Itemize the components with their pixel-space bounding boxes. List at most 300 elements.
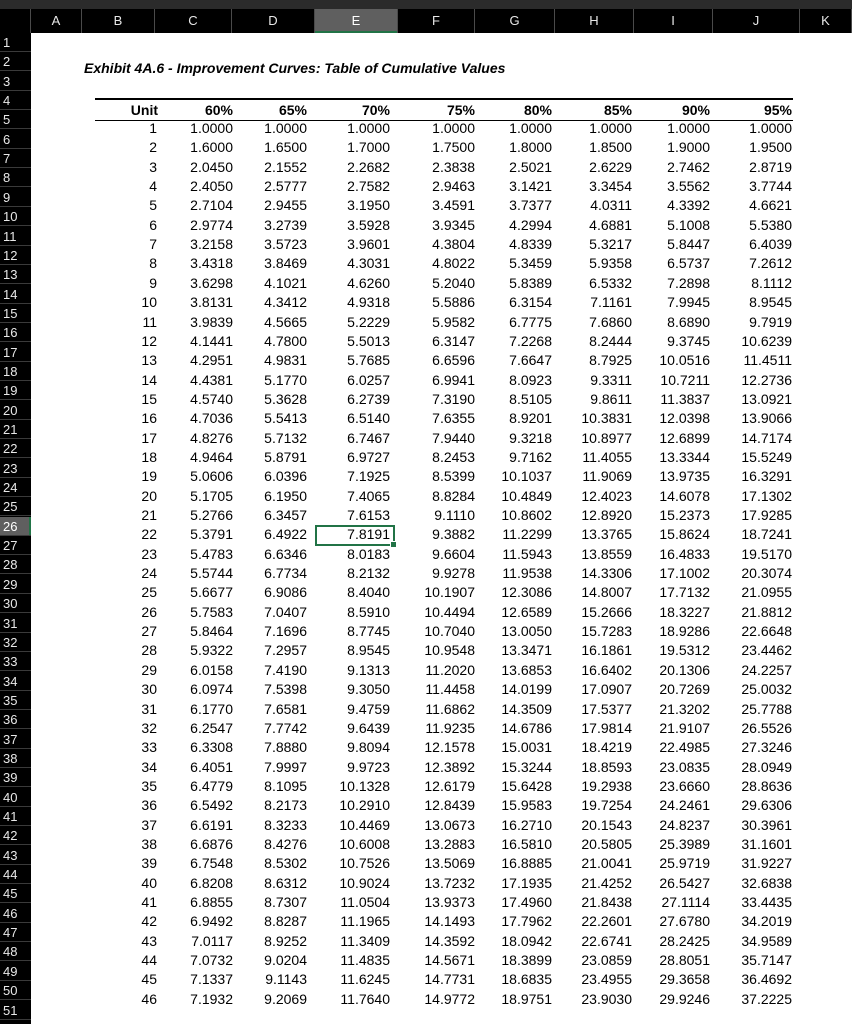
column-header-g[interactable]: G <box>475 9 555 33</box>
row-header-21[interactable]: 21 <box>0 420 31 439</box>
row-header-37[interactable]: 37 <box>0 730 31 749</box>
value-cell[interactable]: 16.4833 <box>659 545 710 562</box>
value-cell[interactable]: 10.1907 <box>424 584 475 601</box>
value-cell[interactable]: 1.0000 <box>509 120 552 136</box>
value-cell[interactable]: 24.8237 <box>659 816 710 833</box>
value-cell[interactable]: 4.8022 <box>432 255 475 272</box>
value-cell[interactable]: 7.6355 <box>432 410 475 427</box>
value-cell[interactable]: 9.1143 <box>265 971 307 988</box>
value-cell[interactable]: 22.4985 <box>659 739 710 756</box>
value-cell[interactable]: 21.3202 <box>659 700 710 717</box>
unit-cell[interactable]: 27 <box>141 623 157 640</box>
value-cell[interactable]: 29.9246 <box>659 990 710 1007</box>
value-cell[interactable]: 8.2132 <box>347 565 390 582</box>
value-cell[interactable]: 2.9455 <box>264 197 307 214</box>
row-header-48[interactable]: 48 <box>0 942 31 961</box>
value-cell[interactable]: 5.8447 <box>667 236 710 253</box>
unit-cell[interactable]: 24 <box>141 565 157 582</box>
unit-cell[interactable]: 13 <box>141 352 157 369</box>
value-cell[interactable]: 8.9252 <box>264 932 307 949</box>
value-cell[interactable]: 3.1421 <box>509 178 552 195</box>
value-cell[interactable]: 1.7500 <box>432 139 475 156</box>
value-cell[interactable]: 6.9727 <box>347 448 390 465</box>
value-cell[interactable]: 20.5805 <box>581 835 632 852</box>
value-cell[interactable]: 7.4065 <box>347 487 390 504</box>
row-header-5[interactable]: 5 <box>0 110 31 129</box>
unit-cell[interactable]: 23 <box>141 545 157 562</box>
value-cell[interactable]: 6.3457 <box>264 507 307 523</box>
value-cell[interactable]: 6.5737 <box>667 255 710 272</box>
value-cell[interactable]: 12.4023 <box>581 487 632 504</box>
value-cell[interactable]: 2.7462 <box>667 158 710 175</box>
column-header-a[interactable]: A <box>31 9 82 33</box>
column-header-d[interactable]: D <box>232 9 315 33</box>
value-cell[interactable]: 25.3989 <box>659 835 710 852</box>
value-cell[interactable]: 9.3218 <box>509 429 552 446</box>
value-cell[interactable]: 1.8500 <box>589 139 632 156</box>
value-cell[interactable]: 5.6677 <box>190 584 233 601</box>
value-cell[interactable]: 6.2739 <box>347 390 390 407</box>
value-cell[interactable]: 5.2040 <box>432 274 475 291</box>
value-cell[interactable]: 2.6229 <box>589 158 632 175</box>
value-cell[interactable]: 13.5069 <box>424 855 475 872</box>
row-header-51[interactable]: 51 <box>0 1001 31 1020</box>
value-cell[interactable]: 14.8007 <box>581 584 632 601</box>
unit-cell[interactable]: 42 <box>141 913 157 930</box>
value-cell[interactable]: 6.8855 <box>190 894 233 910</box>
value-cell[interactable]: 4.3412 <box>264 294 307 311</box>
value-cell[interactable]: 2.9774 <box>190 216 233 233</box>
value-cell[interactable]: 14.5671 <box>424 952 475 969</box>
value-cell[interactable]: 18.3899 <box>501 952 552 969</box>
value-cell[interactable]: 3.3454 <box>589 178 632 195</box>
value-cell[interactable]: 12.6589 <box>501 603 552 620</box>
value-cell[interactable]: 8.2173 <box>264 797 307 814</box>
value-cell[interactable]: 26.5427 <box>659 874 710 891</box>
value-cell[interactable]: 9.3745 <box>667 332 710 349</box>
value-cell[interactable]: 9.3882 <box>432 526 475 543</box>
value-cell[interactable]: 11.7640 <box>340 990 390 1007</box>
value-cell[interactable]: 35.7147 <box>741 952 792 969</box>
value-cell[interactable]: 16.5810 <box>501 835 552 852</box>
value-cell[interactable]: 3.4591 <box>432 197 475 214</box>
row-header-12[interactable]: 12 <box>0 246 31 265</box>
value-cell[interactable]: 16.2710 <box>501 816 552 833</box>
value-cell[interactable]: 8.2444 <box>589 332 632 349</box>
value-cell[interactable]: 10.7526 <box>339 855 390 872</box>
value-cell[interactable]: 5.1008 <box>667 216 710 233</box>
value-cell[interactable]: 8.9545 <box>347 642 390 659</box>
unit-cell[interactable]: 5 <box>149 197 157 214</box>
value-cell[interactable]: 10.6008 <box>339 835 390 852</box>
unit-cell[interactable]: 40 <box>141 874 157 891</box>
row-header-45[interactable]: 45 <box>0 884 31 903</box>
value-cell[interactable]: 25.9719 <box>659 855 710 872</box>
unit-cell[interactable]: 16 <box>141 410 157 427</box>
unit-cell[interactable]: 14 <box>141 371 157 388</box>
row-header-33[interactable]: 33 <box>0 652 31 671</box>
value-cell[interactable]: 8.7307 <box>264 894 307 910</box>
value-cell[interactable]: 27.1114 <box>661 894 710 910</box>
value-cell[interactable]: 1.0000 <box>749 120 792 136</box>
value-cell[interactable]: 3.5723 <box>264 236 307 253</box>
value-cell[interactable]: 22.6741 <box>581 932 632 949</box>
value-cell[interactable]: 6.4051 <box>190 758 233 775</box>
value-cell[interactable]: 11.4835 <box>340 952 390 969</box>
value-cell[interactable]: 13.3344 <box>659 448 710 465</box>
value-cell[interactable]: 14.0199 <box>501 681 552 698</box>
value-cell[interactable]: 10.9024 <box>339 874 390 891</box>
value-cell[interactable]: 17.0907 <box>581 681 632 698</box>
value-cell[interactable]: 1.0000 <box>190 120 233 136</box>
value-cell[interactable]: 5.9582 <box>432 313 475 330</box>
value-cell[interactable]: 23.0859 <box>581 952 632 969</box>
unit-cell[interactable]: 15 <box>141 390 157 407</box>
value-cell[interactable]: 5.8791 <box>264 448 307 465</box>
column-header-i[interactable]: I <box>634 9 713 33</box>
value-cell[interactable]: 4.8339 <box>509 236 552 253</box>
value-cell[interactable]: 5.0606 <box>190 468 233 485</box>
value-cell[interactable]: 15.3244 <box>501 758 552 775</box>
value-cell[interactable]: 1.0000 <box>347 120 390 136</box>
value-cell[interactable]: 9.0204 <box>264 952 307 969</box>
value-cell[interactable]: 14.7174 <box>741 429 792 446</box>
value-cell[interactable]: 17.7132 <box>659 584 710 601</box>
value-cell[interactable]: 7.1925 <box>347 468 390 485</box>
value-cell[interactable]: 8.8284 <box>432 487 475 504</box>
value-cell[interactable]: 5.2229 <box>347 313 390 330</box>
value-cell[interactable]: 9.9278 <box>432 565 475 582</box>
value-cell[interactable]: 13.3765 <box>581 526 632 543</box>
value-cell[interactable]: 20.1543 <box>581 816 632 833</box>
value-cell[interactable]: 4.9464 <box>190 448 233 465</box>
unit-cell[interactable]: 41 <box>141 894 157 910</box>
value-cell[interactable]: 5.5744 <box>190 565 233 582</box>
value-cell[interactable]: 9.8094 <box>347 739 390 756</box>
value-cell[interactable]: 7.1932 <box>190 990 233 1007</box>
value-cell[interactable]: 6.3154 <box>509 294 552 311</box>
unit-cell[interactable]: 30 <box>141 681 157 698</box>
value-cell[interactable]: 6.6346 <box>264 545 307 562</box>
row-header-36[interactable]: 36 <box>0 710 31 729</box>
value-cell[interactable]: 9.9723 <box>347 758 390 775</box>
value-cell[interactable]: 18.6835 <box>501 971 552 988</box>
unit-cell[interactable]: 3 <box>149 158 157 175</box>
unit-cell[interactable]: 1 <box>149 120 157 136</box>
value-cell[interactable]: 9.6439 <box>347 719 390 736</box>
value-cell[interactable]: 6.8208 <box>190 874 233 891</box>
value-cell[interactable]: 2.2682 <box>347 158 390 175</box>
value-cell[interactable]: 12.1578 <box>424 739 475 756</box>
value-cell[interactable]: 5.7132 <box>264 429 307 446</box>
row-header-35[interactable]: 35 <box>0 691 31 710</box>
value-cell[interactable]: 8.5399 <box>432 468 475 485</box>
value-cell[interactable]: 9.6604 <box>432 545 475 562</box>
value-cell[interactable]: 14.3509 <box>501 700 552 717</box>
value-cell[interactable]: 7.2898 <box>667 274 710 291</box>
value-cell[interactable]: 6.6596 <box>432 352 475 369</box>
active-cell-selection[interactable] <box>315 525 395 546</box>
value-cell[interactable]: 9.1313 <box>347 661 390 678</box>
value-cell[interactable]: 4.4381 <box>190 371 233 388</box>
value-cell[interactable]: 5.3459 <box>509 255 552 272</box>
value-cell[interactable]: 15.2373 <box>659 507 710 523</box>
value-cell[interactable]: 10.0516 <box>659 352 710 369</box>
value-cell[interactable]: 19.5170 <box>741 545 792 562</box>
value-cell[interactable]: 15.9583 <box>501 797 552 814</box>
value-cell[interactable]: 23.4955 <box>581 971 632 988</box>
value-cell[interactable]: 12.3892 <box>424 758 475 775</box>
value-cell[interactable]: 6.4922 <box>264 526 307 543</box>
row-header-15[interactable]: 15 <box>0 304 31 323</box>
value-cell[interactable]: 7.1337 <box>190 971 233 988</box>
unit-cell[interactable]: 10 <box>141 294 157 311</box>
value-cell[interactable]: 7.2957 <box>264 642 307 659</box>
value-cell[interactable]: 4.6260 <box>347 274 390 291</box>
row-header-38[interactable]: 38 <box>0 749 31 768</box>
value-cell[interactable]: 3.4318 <box>190 255 233 272</box>
value-cell[interactable]: 18.4219 <box>581 739 632 756</box>
row-header-11[interactable]: 11 <box>0 227 31 246</box>
row-header-34[interactable]: 34 <box>0 672 31 691</box>
value-cell[interactable]: 13.3471 <box>501 642 552 659</box>
value-cell[interactable]: 5.9322 <box>190 642 233 659</box>
value-cell[interactable]: 26.5526 <box>741 719 792 736</box>
value-cell[interactable]: 20.1306 <box>659 661 710 678</box>
value-cell[interactable]: 12.8439 <box>424 797 475 814</box>
value-cell[interactable]: 7.6581 <box>264 700 307 717</box>
row-header-41[interactable]: 41 <box>0 807 31 826</box>
row-header-8[interactable]: 8 <box>0 168 31 187</box>
value-cell[interactable]: 5.5886 <box>432 294 475 311</box>
value-cell[interactable]: 13.8559 <box>581 545 632 562</box>
value-cell[interactable]: 6.7467 <box>347 429 390 446</box>
row-header-44[interactable]: 44 <box>0 865 31 884</box>
value-cell[interactable]: 21.8812 <box>741 603 792 620</box>
value-cell[interactable]: 10.4494 <box>424 603 475 620</box>
unit-cell[interactable]: 26 <box>141 603 157 620</box>
value-cell[interactable]: 12.0398 <box>659 410 710 427</box>
value-cell[interactable]: 4.7800 <box>264 332 307 349</box>
value-cell[interactable]: 18.0942 <box>501 932 552 949</box>
unit-cell[interactable]: 34 <box>141 758 157 775</box>
value-cell[interactable]: 1.7000 <box>347 139 390 156</box>
value-cell[interactable]: 12.6179 <box>424 777 475 794</box>
value-cell[interactable]: 27.3246 <box>741 739 792 756</box>
value-cell[interactable]: 10.3831 <box>581 410 632 427</box>
value-cell[interactable]: 27.6780 <box>659 913 710 930</box>
value-cell[interactable]: 4.7036 <box>190 410 233 427</box>
value-cell[interactable]: 4.9831 <box>264 352 307 369</box>
row-header-2[interactable]: 2 <box>0 52 31 71</box>
column-header-h[interactable]: H <box>555 9 634 33</box>
value-cell[interactable]: 6.7734 <box>264 565 307 582</box>
value-cell[interactable]: 14.6786 <box>501 719 552 736</box>
unit-cell[interactable]: 28 <box>141 642 157 659</box>
value-cell[interactable]: 6.0974 <box>190 681 233 698</box>
value-cell[interactable]: 3.2739 <box>264 216 307 233</box>
unit-cell[interactable]: 7 <box>149 236 157 253</box>
value-cell[interactable]: 6.4039 <box>749 236 792 253</box>
row-header-47[interactable]: 47 <box>0 923 31 942</box>
column-header-f[interactable]: F <box>398 9 475 33</box>
value-cell[interactable]: 12.3086 <box>501 584 552 601</box>
value-cell[interactable]: 7.1696 <box>264 623 307 640</box>
value-cell[interactable]: 7.5398 <box>264 681 307 698</box>
value-cell[interactable]: 24.2461 <box>659 797 710 814</box>
value-cell[interactable]: 11.9235 <box>425 719 475 736</box>
value-cell[interactable]: 14.7731 <box>424 971 475 988</box>
value-cell[interactable]: 17.1002 <box>659 565 710 582</box>
value-cell[interactable]: 6.5332 <box>589 274 632 291</box>
value-cell[interactable]: 3.7744 <box>749 178 792 195</box>
value-cell[interactable]: 6.7775 <box>509 313 552 330</box>
value-cell[interactable]: 8.0183 <box>347 545 390 562</box>
row-header-24[interactable]: 24 <box>0 478 31 497</box>
value-cell[interactable]: 10.9548 <box>424 642 475 659</box>
row-header-29[interactable]: 29 <box>0 575 31 594</box>
value-cell[interactable]: 7.4190 <box>264 661 307 678</box>
value-cell[interactable]: 5.8464 <box>190 623 233 640</box>
value-cell[interactable]: 13.9066 <box>741 410 792 427</box>
value-cell[interactable]: 10.8602 <box>501 507 552 523</box>
value-cell[interactable]: 34.9589 <box>741 932 792 949</box>
value-cell[interactable]: 10.6239 <box>741 332 792 349</box>
value-cell[interactable]: 5.4783 <box>190 545 233 562</box>
value-cell[interactable]: 8.4040 <box>347 584 390 601</box>
value-cell[interactable]: 18.9751 <box>501 990 552 1007</box>
value-cell[interactable]: 28.2425 <box>659 932 710 949</box>
value-cell[interactable]: 17.4960 <box>501 894 552 910</box>
value-cell[interactable]: 6.0158 <box>190 661 233 678</box>
value-cell[interactable]: 7.9997 <box>264 758 307 775</box>
value-cell[interactable]: 6.1950 <box>264 487 307 504</box>
unit-cell[interactable]: 45 <box>141 971 157 988</box>
value-cell[interactable]: 5.3217 <box>589 236 632 253</box>
value-cell[interactable]: 4.3392 <box>667 197 710 214</box>
value-cell[interactable]: 23.9030 <box>581 990 632 1007</box>
unit-cell[interactable]: 9 <box>149 274 157 291</box>
value-cell[interactable]: 4.0311 <box>590 197 632 214</box>
row-header-49[interactable]: 49 <box>0 962 31 981</box>
value-cell[interactable]: 1.9500 <box>749 139 792 156</box>
value-cell[interactable]: 7.6647 <box>509 352 552 369</box>
value-cell[interactable]: 15.5249 <box>741 448 792 465</box>
value-cell[interactable]: 6.6876 <box>190 835 233 852</box>
value-cell[interactable]: 16.6402 <box>581 661 632 678</box>
unit-cell[interactable]: 6 <box>149 216 157 233</box>
column-header-b[interactable]: B <box>82 9 155 33</box>
value-cell[interactable]: 6.3308 <box>190 739 233 756</box>
column-header-k[interactable]: K <box>800 9 852 33</box>
value-cell[interactable]: 5.8389 <box>509 274 552 291</box>
value-cell[interactable]: 8.7925 <box>589 352 632 369</box>
value-cell[interactable]: 8.2453 <box>432 448 475 465</box>
value-cell[interactable]: 6.1770 <box>190 700 233 717</box>
value-cell[interactable]: 21.9107 <box>659 719 710 736</box>
row-header-17[interactable]: 17 <box>0 343 31 362</box>
value-cell[interactable]: 3.9839 <box>190 313 233 330</box>
value-cell[interactable]: 13.6853 <box>501 661 552 678</box>
row-header-7[interactable]: 7 <box>0 149 31 168</box>
value-cell[interactable]: 6.6191 <box>190 816 233 833</box>
value-cell[interactable]: 12.8920 <box>581 507 632 523</box>
row-header-39[interactable]: 39 <box>0 768 31 787</box>
value-cell[interactable]: 15.7283 <box>581 623 632 640</box>
value-cell[interactable]: 4.3804 <box>432 236 475 253</box>
unit-cell[interactable]: 44 <box>141 952 157 969</box>
value-cell[interactable]: 25.7788 <box>741 700 792 717</box>
row-header-28[interactable]: 28 <box>0 555 31 574</box>
value-cell[interactable]: 5.1705 <box>190 487 233 504</box>
row-header-31[interactable]: 31 <box>0 614 31 633</box>
value-cell[interactable]: 2.5777 <box>264 178 307 195</box>
value-cell[interactable]: 16.3291 <box>741 468 792 485</box>
row-header-1[interactable]: 1 <box>0 33 31 52</box>
value-cell[interactable]: 17.9814 <box>581 719 632 736</box>
value-cell[interactable]: 7.7742 <box>264 719 307 736</box>
value-cell[interactable]: 8.7745 <box>347 623 390 640</box>
value-cell[interactable]: 28.8636 <box>741 777 792 794</box>
value-cell[interactable]: 4.3031 <box>347 255 390 272</box>
unit-cell[interactable]: 4 <box>149 178 157 195</box>
value-cell[interactable]: 11.4055 <box>582 448 632 465</box>
value-cell[interactable]: 8.3233 <box>264 816 307 833</box>
value-cell[interactable]: 5.2766 <box>190 507 233 523</box>
value-cell[interactable]: 9.1110 <box>434 507 475 523</box>
value-cell[interactable]: 14.1493 <box>424 913 475 930</box>
value-cell[interactable]: 22.6648 <box>741 623 792 640</box>
value-cell[interactable]: 3.9601 <box>347 236 390 253</box>
value-cell[interactable]: 11.9069 <box>582 468 632 485</box>
value-cell[interactable]: 17.5377 <box>581 700 632 717</box>
unit-cell[interactable]: 22 <box>141 526 157 543</box>
unit-cell[interactable]: 37 <box>141 816 157 833</box>
value-cell[interactable]: 8.1112 <box>751 274 792 291</box>
unit-cell[interactable]: 39 <box>141 855 157 872</box>
row-header-3[interactable]: 3 <box>0 72 31 91</box>
value-cell[interactable]: 14.9772 <box>424 990 475 1007</box>
value-cell[interactable]: 7.2268 <box>509 332 552 349</box>
value-cell[interactable]: 17.1935 <box>501 874 552 891</box>
value-cell[interactable]: 11.1965 <box>340 913 390 930</box>
row-header-27[interactable]: 27 <box>0 536 31 555</box>
value-cell[interactable]: 7.0732 <box>190 952 233 969</box>
value-cell[interactable]: 2.3838 <box>432 158 475 175</box>
value-cell[interactable]: 15.8624 <box>659 526 710 543</box>
value-cell[interactable]: 24.2257 <box>741 661 792 678</box>
value-cell[interactable]: 4.2994 <box>509 216 552 233</box>
value-cell[interactable]: 3.6298 <box>190 274 233 291</box>
value-cell[interactable]: 8.1095 <box>264 777 307 794</box>
value-cell[interactable]: 15.6428 <box>501 777 552 794</box>
value-cell[interactable]: 19.5312 <box>659 642 710 659</box>
value-cell[interactable]: 7.6153 <box>347 507 390 523</box>
row-header-32[interactable]: 32 <box>0 633 31 652</box>
value-cell[interactable]: 1.0000 <box>264 120 307 136</box>
value-cell[interactable]: 13.9735 <box>659 468 710 485</box>
value-cell[interactable]: 37.2225 <box>741 990 792 1007</box>
row-header-46[interactable]: 46 <box>0 904 31 923</box>
value-cell[interactable]: 9.7919 <box>749 313 792 330</box>
unit-cell[interactable]: 11 <box>142 313 157 330</box>
row-header-26[interactable]: 26 <box>0 517 31 536</box>
value-cell[interactable]: 13.0050 <box>501 623 552 640</box>
unit-cell[interactable]: 12 <box>141 332 157 349</box>
value-cell[interactable]: 36.4692 <box>741 971 792 988</box>
value-cell[interactable]: 4.8276 <box>190 429 233 446</box>
row-header-23[interactable]: 23 <box>0 459 31 478</box>
